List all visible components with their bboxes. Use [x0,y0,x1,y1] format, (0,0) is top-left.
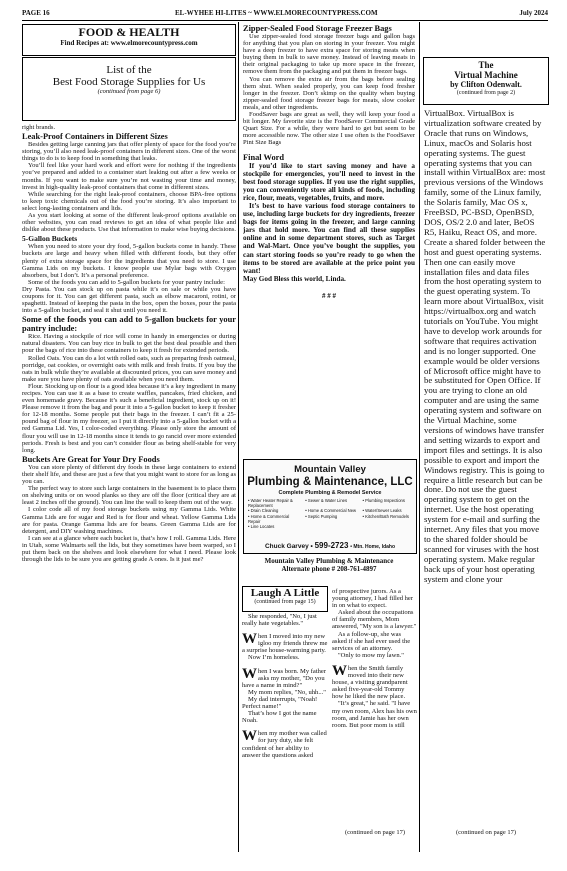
vm-byline: by Clifton Odenwalt. [450,80,522,89]
laugh-column-left: She responded, "No, I just really hate vegetables." When I moved into my new igloo my friends threw me a surprise house-warming party. Now I’m homeless. When I was born. My father asks my mother, "Do you have a name in mind?" My mom replies, "No, uhh..." My dad interrupts, "Noah! Perfect name!" That’s how I got the name Noah. When my mother was called for jury duty, she felt confident of her ability to answer the questions asked [242,613,328,759]
column-divider [238,22,239,852]
ad-company-line2: Plumbing & Maintenance, LLC [247,476,413,488]
subheading: Final Word [243,152,285,162]
subheading: Leak-Proof Containers in Different Sizes [22,132,168,142]
ad-service-item: • Drain Cleaning [248,508,279,514]
subheading: Some of the foods you can add to 5-gallon buckets for your pantry include: [22,315,236,334]
ad-service-item: • Water/Sewer Leaks [362,508,402,514]
laugh-title-box [242,586,328,612]
joke-text: hen I was born. My father asks my mother, "Do you have a name in mind?" [242,667,326,689]
joke-text: My dad interrupts, "Noah! Perfect name!" [242,695,318,711]
virtual-machine-title-box [423,57,549,105]
ad-service-item: • Kitchen/Bath Remodels [362,513,409,519]
vm-continued-next: (continued on page 17) [455,829,517,836]
joke-text: "It’s great," he said. "I have my own room, Alex has his own room, and Jamie has her own room. But poor mom is still [332,700,417,729]
food-health-box [22,24,236,56]
ad-service-item: • Septic Pumping [305,513,338,519]
section-title: FOOD & HEALTH [78,25,180,39]
article-title-line1: List of the [106,64,152,76]
ad-caption-line2: Alternate phone # 208-761-4897 [281,565,377,573]
article-column-1 [22,124,236,852]
joke-text: That’s how I got the name Noah. [242,710,317,725]
ad-caption [240,557,418,573]
paragraph: Some of the foods you can add to 5-gallon buckets for your pantry include: [28,278,225,286]
joke-text: hen I moved into my new igloo my friends threw me a surprise house-warming party. [242,633,328,655]
ad-service-item: • Water Heater Repair & Replacement [248,498,293,509]
section-subtitle: Find Recipes at: www.elmorecountypress.com [60,39,198,47]
laugh-title: Laugh A Little [250,587,320,599]
paragraph: FoodSaver bags are great as well, they will keep your food a bit longer. My favorite size is the FoodSaver Commercial Grade Quart Size. For a while, they were hard to get but seem to be more accessible now. The other size I use often is the FoodSaver Pint Size Bags [243,111,415,147]
ad-phone: 599-2723 [314,541,349,550]
issue-date: July 2024 [519,9,548,17]
paragraph: While searching for the right leak-proof containers, choose BPA-free options to keep toxic chemicals out of the food you’re storing. It’s also important to select long-lasting containers and lids. [22,190,236,212]
subheading: 5-Gallon Buckets [22,234,78,244]
joke-text: hen my mother was called for jury duty, she felt confident of her ability to answer the questions asked [242,730,327,759]
paragraph: It’s best to have various food storage containers to use, including large buckets for dry ingredients, freezer bags for items going in the freezer, and large canning jars that hold more. You can find all these supplies online and in some department stores, such as Target and Wal-Mart. Once you’ve bought the supplies, you can start storing foods so you’re ready to go when the items to be stored are available at the price point you want! [243,201,415,275]
ad-company-line1: Mountain Valley [294,464,366,475]
ad-services-list [244,498,416,529]
paragraph: VirtualBox. VirtualBox is virtualization software created by Oracle that runs on Windows, Linux, macOs and Solaris host operating systems. The guest operating systems that you can install within VirtualBox are: most previous versions of the Windows family, some of the Linux family, the Solaris family, Mac OS x, FreeBSD, PC-BSD, OpenBSD, DOS, OS/2 2.0 and later, BeOS R5, Haiku, React OS, and more. Create a shared folder between the host and guest operating systems. Then one can easily move installation files and data files from the host operating system to the guest operating system. To learn more about VirtualBox, visit https://virtualbox.org and watch tutorials on YouTube. You might have to develop work arounds for software that requires activation and is no longer supported. One example would be older versions of Microsoft office might have to be substituted for Open Office. If you are trying to clone an old computer and are using the same operating system and software on the Virtual Machine, some versions of windows have transfer and setting wizards to export and import files and settings. It is also possible to export and import the Windows registry. This is going to require a little research but can be done. Do not use the guest operating system to get on the internet. Use the host operating system for e-mail and surfing the internet. Any files that you move to the shared folder should be scanned for viruses with the host operating system. Make regular back ups of your host operating system and clone your [424,109,546,584]
paragraph: Besides getting large canning jars that offer plenty of space for the food you’re storing, you’ll also need leak-proof containers in different sizes. One of the worst things to do is to keep food in something that leaks. [22,141,236,163]
vm-title-line1: The [478,60,494,70]
article-column-2 [243,24,415,444]
ad-service-item: • Sewer & Water Lines [305,498,348,503]
paragraph: As you start looking at some of the different leak-proof options available on other websites, you can read reviews to get an idea of what people like and dislike about these products. Use that information to make wise buying decisions. [22,212,236,234]
ad-service-item: • Home & Commercial Repair [248,513,290,524]
joke-text: "Only to mow my lawn." [338,651,404,659]
ad-service-item: • Line Locates [248,524,275,530]
ad-caption-line1: Mountain Valley Plumbing & Maintenance [264,557,394,565]
joke-text: As a follow-up, she was asked if she had ever used the services of an attorney. [332,630,411,652]
page-header [22,8,548,21]
page-number: PAGE 16 [22,9,50,17]
joke-text: Now I’m homeless. [248,654,300,662]
article-title-line2: Best Food Storage Supplies for Us [52,76,206,88]
laugh-continued-next: (continued on page 17) [344,829,406,836]
paragraph: Dry Pasta. You can stock up on pasta while it’s on sale or while you have coupons for it. You can get different pasta, such as elbow macaroni, rotini, or spaghetti. Instead of keeping the pasta in the box, open the boxes, pour the pasta into a 5-gallon bucket, and seal it shut until you need it. [22,285,236,315]
ad-footer: Chuck Garvey • 599-2723 • Mtn. Home, Idaho [264,541,396,550]
paragraph: I color code all of my food storage buckets using my Gamma Lids. White Gamma Lids are for sugar and Red is for flour and wheat. Yellow Gamma Lids are for pasta. Orange Gamma lids are for beans. Green Gamma Lids are for detergent, and DIY washing machines. [22,506,236,535]
article-title-box [22,57,236,121]
publication-title: EL-WYHEE HI-LITES ~ WWW.ELMORECOUNTYPRESS.COM [175,9,378,17]
paragraph: right brands. [22,124,56,131]
joke-text: of prospective jurors. As a young attorney, I had filled her in on what to expect. [332,588,414,610]
joke-text: Asked about the occupations of family members, Mom answered, "My son is a lawyer." [332,609,417,631]
subheading: Buckets Are Great for Your Dry Foods [22,454,160,464]
paragraph: You’ll feel like your hard work and effort were for nothing if the ingredients you’ve prepared and added to a container start leaking out after a few weeks or months. If you want to make sure you’re not wasting your time and money, invest in high-quality leak-proof containers that come in different sizes. [22,162,236,191]
paragraph: Rice. Having a stockpile of rice will come in handy in emergencies or during natural disasters. You can buy rice in bulk to get the best deal possible and then pour the bags of rice into these containers to keep it fresh for extended periods. [22,333,236,355]
vm-article-body [424,109,546,825]
plumbing-advertisement [243,459,417,554]
ad-tagline: Complete Plumbing & Remodel Service [278,490,382,496]
paragraph: You can store plenty of different dry foods in these large containers to extend their shelf life, and these are just a few that you might want to store for as long as you can. [22,463,236,486]
paragraph: Rolled Oats. You can do a lot with rolled oats, such as preparing fresh oatmeal, porridge, oat cookies, or overnight oats with milk and fresh fruits. If you buy the oats in bulk while they’re available at discounted prices, you can save money and make sure you have plenty of oats available when you need them. [22,354,236,383]
paragraph: Use zipper-sealed food storage freezer bags and gallon bags for anything that you plan on storing in your freezer. You might have a deep freezer to have extra space for storing meats when buying them in bulk to save money. Instead of leaving meats in their original packaging to take up more space in the freezer, remove them from the packaging and put them in freezer bags. [243,33,415,76]
end-mark: # # # [322,291,336,300]
ad-service-item: • Plumbing Inspections [362,498,405,503]
vm-continued: (continued from page 2) [456,90,516,96]
paragraph: I can see at a glance where each bucket is, that’s how I roll. Gamma Lids. Here in Utah, some Walmarts sell the lids, but they sometimes have been warped, so I put them back on the shelves and look elsewhere for what I need. Please look through the lids to be sure you are getting grade A ones. Is it just me? [22,534,236,564]
laugh-continued: (continued from page 15) [254,599,316,605]
subheading: Zipper-Sealed Food Storage Freezer Bags [243,24,392,33]
column-divider [419,22,420,852]
signoff: May God Bless this world, Linda. [243,274,346,283]
laugh-column-right: of prospective jurors. As a young attorney, I had filled her in on what to expect. Asked about the occupations of family members, Mom answered, "My son is a lawyer." As a follow-up, she was asked if she had ever used the services of an attorney. "Only to mow my lawn." When the Smith family moved into their new house, a visiting grandparent asked five-year-old Tommy how he liked the new place. "It’s great," he said. "I have my own room, Alex has his own room, and Jamie has her own room. But poor mom is still [332,588,417,729]
ad-service-item: • Home & Commercial New [305,508,357,514]
paragraph: If you’d like to start saving money and have a stockpile for emergencies, you’ll need to invest in the best food storage supplies. If you use the right supplies, you can conveniently store all kinds of foods, including rice, flour, meats, vegetables, fruits, and more. [243,161,415,202]
paragraph: The perfect way to store such large containers in the basement is to place them on shelving units or on wood planks so they are off the floor (critical they are at least 2 inches off the ground). You can line the wall to keep them out of the way. [22,485,236,507]
article-continued: (continued from page 6) [97,88,161,95]
joke-text: hen the Smith family moved into their new house, a visiting grandparent asked five-year-old Tommy how he liked the new place. [332,664,408,701]
joke-text: She responded, "No, I just really hate vegetables." [242,613,317,628]
vm-title-line2: Virtual Machine [454,70,518,80]
paragraph: You can remove the extra air from the bags before sealing them shut. When sealed properly, you can keep food fresher longer in the freezer. Don’t skimp on the quality when buying zipper-sealed food storage freezer bags for meats, slow cooker meals, and other ingredients. [243,75,415,111]
paragraph: Flour. Stocking up on flour is a good idea because it’s a key ingredient in many recipes. You can use it as a base to create waffles, pancakes, fried chicken, and even homemade gravy. Because it’s such a beneficial ingredient, stock up on it! Please remove it from the bag and pour it into a 5-gallon bucket to keep it fresher for 12-18 months. Some people put their bags in the freezer. I can’t fit a 25-pound bag of flour in my freezer, so I put it directly into a 5-gallon bucket with a red Gamma Lid. Yes, I color-coded everything. Please only store the amount of flour you will use in 12-18 months since it tends to go rancid over more extended periods. Fresh is best and you can’t consider flour as being shelf-stable for very long. [22,382,236,454]
paragraph: When you need to store your dry food, 5-gallon buckets come in handy. These buckets are large and heavy when filled with different foods, but they offer plenty of extra storage space for the ingredients that you need to store. I use Gamma Lids on my buckets. I know people use Mylar bags with Oxygen absorbers, but I don’t. It’s a personal preference. [22,243,236,279]
joke-text: My mom replies, "No, uhh..." [248,688,326,696]
